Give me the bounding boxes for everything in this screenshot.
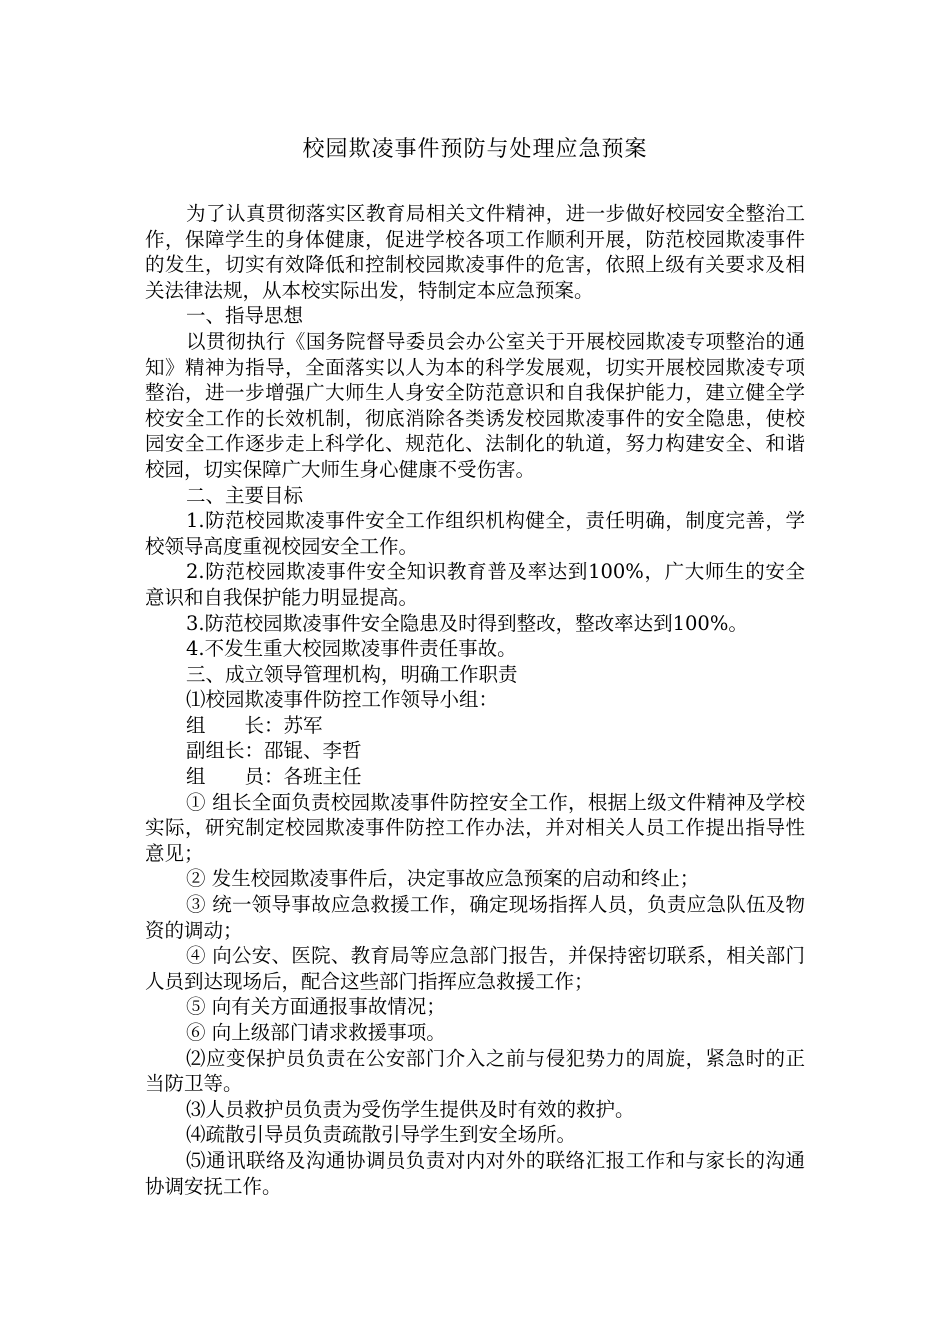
document-title: 校园欺凌事件预防与处理应急预案 <box>302 137 648 162</box>
leadership-group-heading: ⑴校园欺凌事件防控工作领导小组： <box>186 688 499 712</box>
duty-item-4: ④ 向公安、医院、教育局等应急部门报告，并保持密切联系，相关部门人员到达现场后，配合这些部门指挥应急救援工作； <box>145 944 805 993</box>
duty-item-6: ⑥ 向上级部门请求救援事项。 <box>186 1021 446 1044</box>
section-heading-guiding-ideology: 一、指导思想 <box>186 304 304 328</box>
role-item-2: ⑵应变保护员负责在公安部门介入之前与侵犯势力的周旋，紧急时的正当防卫等。 <box>145 1046 805 1096</box>
role-item-3: ⑶人员救护员负责为受伤学生提供及时有效的救护。 <box>186 1097 635 1121</box>
goal-item-1: 1.防范校园欺凌事件安全工作组织机构健全，责任明确，制度完善，学校领导高度重视校园安全工作。 <box>145 509 805 558</box>
duty-item-5: ⑤ 向有关方面通报事故情况； <box>186 995 446 1019</box>
intro-paragraph: 为了认真贯彻落实区教育局相关文件精神，进一步做好校园安全整治工作，保障学生的身体健康，促进学校各项工作顺利开展，防范校园欺凌事件的发生，切实有效降低和控制校园欺凌事件的危害，依照上级有关要求及相关法律法规，从本校实际出发，特制定本应急预案。 <box>145 202 805 302</box>
duty-item-3: ③ 统一领导事故应急救援工作，确定现场指挥人员，负责应急队伍及物资的调动； <box>145 893 805 942</box>
section-heading-leadership: 三、成立领导管理机构，明确工作职责 <box>186 662 518 686</box>
document-body <box>145 201 805 1199</box>
goal-item-2: 2.防范校园欺凌事件安全知识教育普及率达到100%，广大师生的安全意识和自我保护能力明显提高。 <box>145 560 805 609</box>
group-leader-row: 组 长：苏军 <box>186 713 323 737</box>
duty-item-1: ① 组长全面负责校园欺凌事件防控安全工作，根据上级文件精神及学校实际，研究制定校园欺凌事件防控工作办法，并对相关人员工作提出指导性意见； <box>145 790 805 865</box>
duty-item-2: ② 发生校园欺凌事件后，决定事故应急预案的启动和终止； <box>186 867 700 891</box>
guiding-ideology-paragraph: 以贯彻执行《国务院督导委员会办公室关于开展校园欺凌专项整治的通知》精神为指导，全面落实以人为本的科学发展观，切实开展校园欺凌专项整治，进一步增强广大师生人身安全防范意识和自我保护能力，建立健全学校安全工作的长效机制，彻底消除各类诱发校园欺凌事件的安全隐患，使校园安全工作逐步走上科学化、规范化、法制化的轨道，努力构建安全、和谐校园，切实保障广大师生身心健康不受伤害。 <box>145 329 805 481</box>
goal-item-4: 4.不发生重大校园欺凌事件责任事故。 <box>186 637 517 661</box>
role-item-4: ⑷疏散引导员负责疏散引导学生到安全场所。 <box>186 1123 577 1147</box>
role-item-5: ⑸通讯联络及沟通协调员负责对内对外的联络汇报工作和与家长的沟通协调安抚工作。 <box>145 1148 805 1198</box>
deputy-leader-row: 副组长：邵锟、李哲 <box>186 739 362 763</box>
section-heading-main-goals: 二、主要目标 <box>186 483 304 507</box>
goal-item-3: 3.防范校园欺凌事件安全隐患及时得到整改，整改率达到100%。 <box>186 611 748 635</box>
group-members-row: 组 员：各班主任 <box>186 765 362 789</box>
